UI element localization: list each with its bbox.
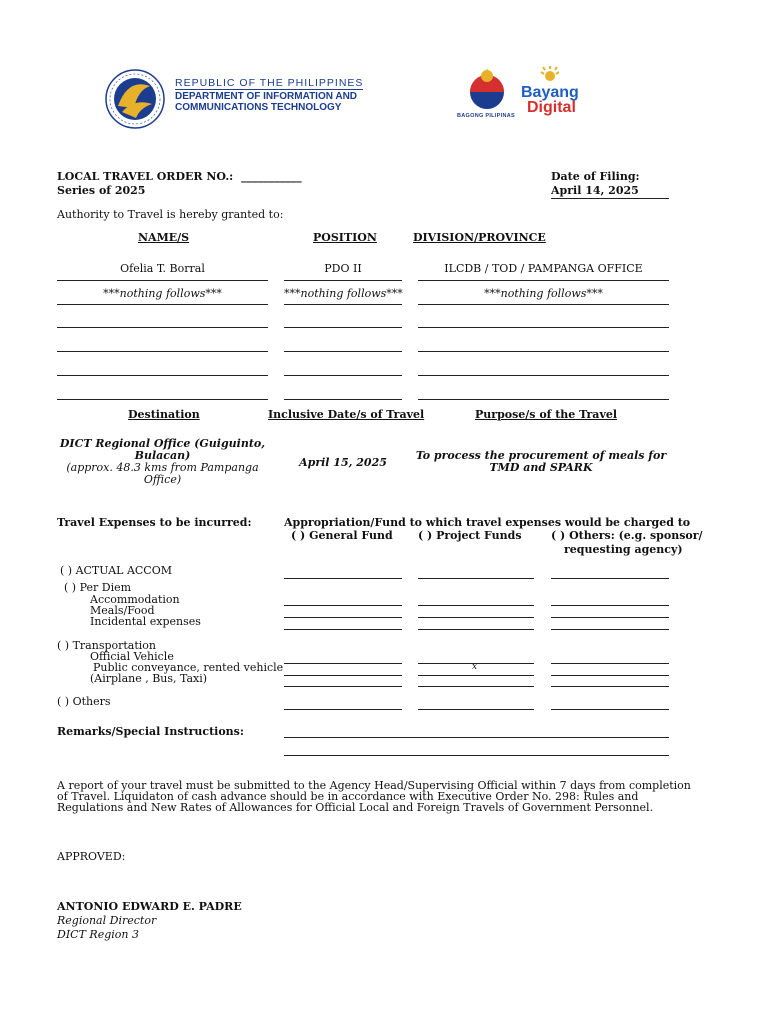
bagong-pilipinas-icon bbox=[460, 66, 514, 112]
series-text: Series of 2025 bbox=[57, 184, 146, 197]
personnel-position-1: PDO II bbox=[324, 262, 362, 275]
personnel-position-2: ***nothing follows*** bbox=[284, 287, 403, 300]
destination-note: (approx. 48.3 kms from Pampanga Office) bbox=[66, 461, 259, 486]
incidental-item: Incidental expenses bbox=[90, 615, 201, 628]
bayang-text: Bayang bbox=[521, 84, 579, 101]
bagong-pilipinas-text: BAGONG PILIPINAS bbox=[457, 113, 515, 119]
department-text: DEPARTMENT OF INFORMATION AND bbox=[175, 91, 358, 102]
header-position: POSITION bbox=[313, 231, 377, 244]
notice-line-2: of Travel. Liquidaton of cash advance should be in accordance with Executive Order No. 298: Rules and bbox=[57, 790, 639, 803]
general-fund-checkbox[interactable]: ( ) General Fund bbox=[291, 529, 393, 542]
meals-item: Meals/Food bbox=[90, 604, 155, 617]
travel-purpose: To process the procurement of meals for TMD and SPARK bbox=[415, 449, 667, 474]
remarks-label: Remarks/Special Instructions: bbox=[57, 725, 244, 738]
digital-text: Digital bbox=[527, 99, 576, 116]
personnel-name-2: ***nothing follows*** bbox=[103, 287, 222, 300]
dict-seal-icon bbox=[104, 68, 166, 130]
order-number-blank: ___________ bbox=[241, 170, 302, 183]
order-title-label: LOCAL TRAVEL ORDER NO.: bbox=[57, 170, 234, 183]
accommodation-item: Accommodation bbox=[90, 593, 180, 606]
transportation-checkbox[interactable]: ( ) Transportation bbox=[57, 639, 157, 652]
per-diem-checkbox[interactable]: ( ) Per Diem bbox=[64, 581, 132, 594]
project-fund-mark: x bbox=[472, 662, 478, 672]
header-purpose: Purpose/s of the Travel bbox=[475, 408, 618, 421]
date-filing-label: Date of Filing: bbox=[551, 170, 640, 183]
sun-icon bbox=[537, 64, 563, 84]
header-division: DIVISION/PROVINCE bbox=[413, 231, 546, 244]
header-divider bbox=[175, 89, 363, 90]
approver-name: ANTONIO EDWARD E. PADRE bbox=[57, 900, 242, 913]
date-filing-value: April 14, 2025 bbox=[551, 184, 639, 197]
notice-line-3: Regulations and New Rates of Allowances for Official Local and Foreign Travels of Government Personnel. bbox=[57, 801, 654, 814]
others-checkbox[interactable]: ( ) Others bbox=[57, 695, 111, 708]
header-destination: Destination bbox=[128, 408, 200, 421]
approver-title: Regional Director bbox=[57, 914, 157, 927]
travel-dates: April 15, 2025 bbox=[299, 456, 387, 469]
personnel-division-2: ***nothing follows*** bbox=[484, 287, 603, 300]
approver-office: DICT Region 3 bbox=[57, 928, 139, 941]
personnel-division-1: ILCDB / TOD / PAMPANGA OFFICE bbox=[444, 262, 643, 275]
expenses-label: Travel Expenses to be incurred: bbox=[57, 516, 252, 529]
remarks-line-1[interactable] bbox=[284, 737, 669, 738]
date-underline bbox=[551, 198, 669, 199]
remarks-line-2[interactable] bbox=[284, 755, 669, 756]
project-funds-checkbox[interactable]: ( ) Project Funds bbox=[418, 529, 522, 542]
official-vehicle-item: Official Vehicle bbox=[90, 650, 174, 663]
public-conveyance-item: Public conveyance, rented vehicle bbox=[93, 661, 284, 674]
republic-text: REPUBLIC OF THE PHILIPPINES bbox=[175, 77, 364, 89]
personnel-name-1: Ofelia T. Borral bbox=[120, 262, 205, 275]
approved-label: APPROVED: bbox=[57, 850, 126, 863]
airplane-item: (Airplane , Bus, Taxi) bbox=[90, 672, 208, 685]
appropriation-label: Appropriation/Fund to which travel expenses would be charged to bbox=[284, 516, 691, 529]
actual-accom-checkbox[interactable]: ( ) ACTUAL ACCOM bbox=[60, 564, 173, 577]
destination-main: DICT Regional Office (Guiguinto, Bulacan) bbox=[59, 437, 266, 462]
header-names: NAME/S bbox=[138, 231, 190, 244]
others-fund-note: requesting agency) bbox=[564, 543, 683, 556]
order-title bbox=[57, 170, 302, 183]
notice-line-1: A report of your travel must be submitted to the Agency Head/Supervising Official within 7 days from completion bbox=[57, 779, 691, 792]
department-text-2: COMMUNICATIONS TECHNOLOGY bbox=[175, 102, 342, 113]
header-dates: Inclusive Date/s of Travel bbox=[268, 408, 425, 421]
others-fund-checkbox[interactable]: ( ) Others: (e.g. sponsor/ bbox=[551, 529, 703, 542]
authority-text: Authority to Travel is hereby granted to: bbox=[57, 208, 284, 221]
